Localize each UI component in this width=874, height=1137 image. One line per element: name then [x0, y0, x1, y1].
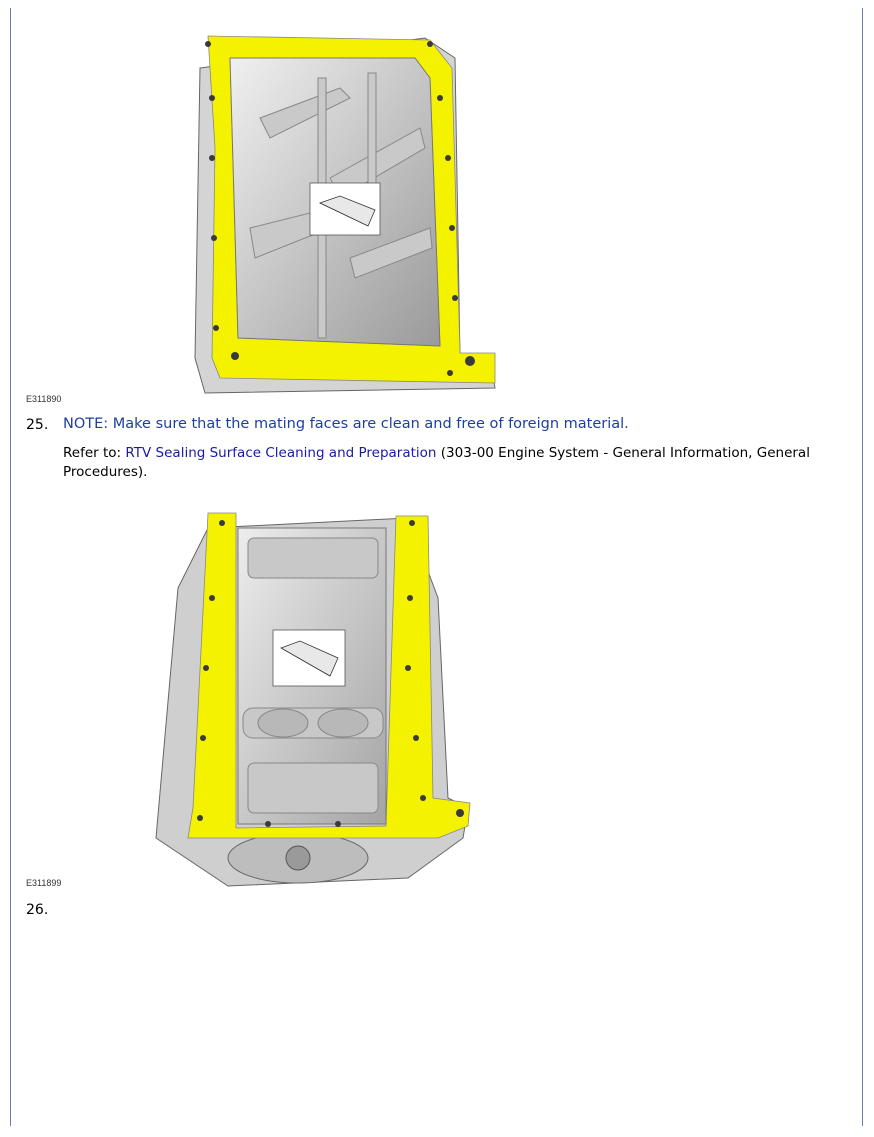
- refer-prefix: Refer to:: [63, 445, 126, 461]
- page-border-right: [862, 8, 863, 1126]
- step-25-note: NOTE: Make sure that the mating faces are clean and free of foreign material.: [63, 416, 629, 432]
- oil-pan-illustration: [190, 28, 505, 408]
- figure-1-caption: E311890: [26, 394, 62, 404]
- figure-2-caption: E311899: [26, 878, 62, 888]
- step-26-number: 26.: [26, 902, 49, 918]
- step-25-reference: [63, 444, 833, 482]
- engine-block-illustration: [148, 508, 478, 890]
- rtv-sealing-surface-link[interactable]: RTV Sealing Surface Cleaning and Preparation: [125, 445, 437, 461]
- page-border-left: [10, 8, 11, 1126]
- refer-suffix: (303-00 Engine System - General Information, General Procedures).: [63, 445, 810, 480]
- step-25-number: 25.: [26, 417, 49, 433]
